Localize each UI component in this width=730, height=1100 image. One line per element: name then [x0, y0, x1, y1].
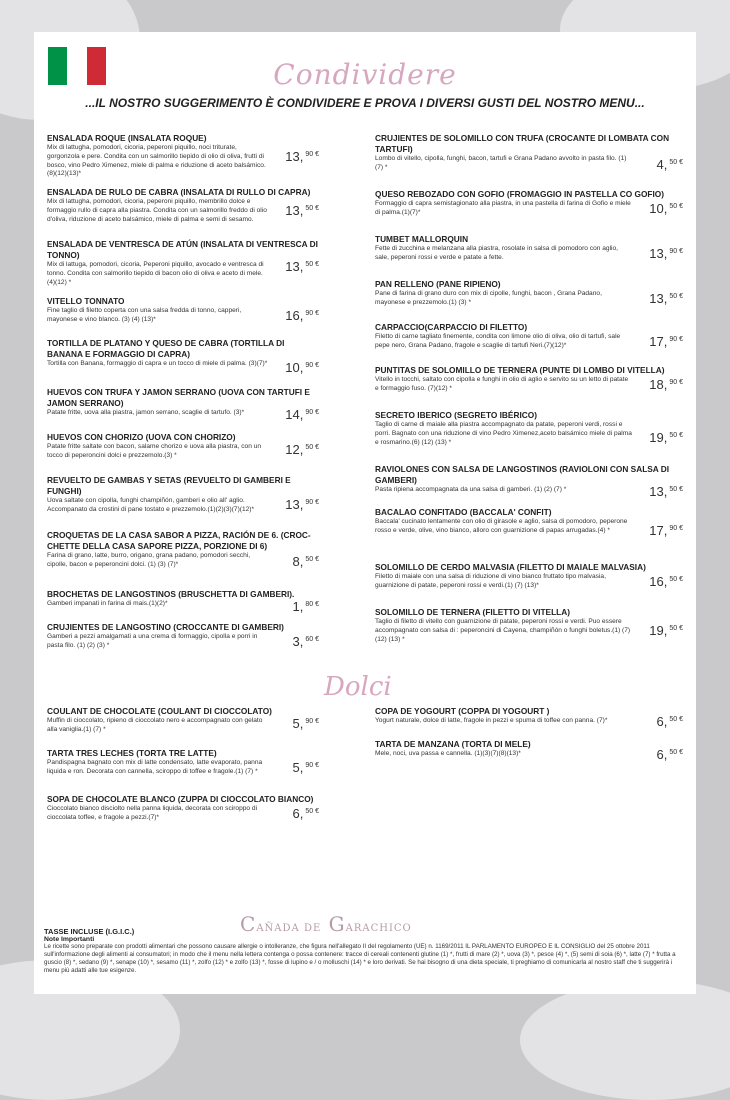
item-name: CRUJIENTES DE SOLOMILLO CON TRUFA (CROCANTE DI LOMBATA CON TARTUFI) [375, 133, 670, 154]
item-desc: Mix di lattugha, pomodori, cicoria, peperoni piquillo, noci triturate, gorgonzola e pere. Condita con un salmorillo tiepido di olio di oliva, frutti di bosco, vino Pedro Ximenez, miele di palma e riduzione di aceto balsámico. (8)(12)(13)* [47, 144, 266, 178]
item-desc: Patate fritte, uova alla piastra, jamon serrano, scaglie di tartufo. (3)* [47, 409, 245, 416]
item-price: 6, $^{50 €}$ [292, 806, 319, 821]
item-name: ENSALADA ROQUE (INSALATA ROQUE) [47, 133, 207, 143]
item-desc: Uova saltate con cipolla, funghi champiñón, gamberi e olio all' aglio. Accompanato da crostini di pane tostato e prezzemolo.(1)(2)(3)(7)(12)* [47, 497, 255, 513]
item-desc: Taglio di filetto di vitello con guarnizione di patate, peperoni rossi e verdi. Puo essere accompagnato con salsa di : peperoncini di Cayena, champiñón o funghi boletus.(1) (7) (12) (13) * [375, 618, 631, 643]
item-price: 16, $^{50 €}$ [649, 574, 683, 589]
item-name: RAVIOLONES CON SALSA DE LANGOSTINOS (RAVIOLONI CON SALSA DI GAMBERI) [375, 464, 670, 485]
item-price: 13, $^{50 €}$ [649, 291, 683, 306]
item-price: 18, $^{90 €}$ [649, 377, 683, 392]
background-swirl [520, 980, 730, 1100]
item-desc: Filetto di maiale con una salsa di riduzione di vino bianco fruttato tipo malvasia, guarnizione di patate, peperoni rossi e verdi.(1) (7) (13)* [375, 573, 606, 589]
item-desc: Gamberi a pezzi amalgamati a una crema di formaggio, cipolla e porri in pasta filo. (1) (2) (3) * [47, 633, 258, 649]
section-title-dolci: Dolci [324, 672, 392, 702]
item-name: ENSALADA DE VENTRESCA DE ATÚN (INSALATA DI VENTRESCA DI TONNO) [47, 239, 318, 260]
item-name: HUEVOS CON CHORIZO (UOVA CON CHORIZO) [47, 432, 236, 442]
item-name: SOPA DE CHOCOLATE BLANCO (ZUPPA DI CIOCCOLATO BIANCO) [47, 794, 314, 804]
right-column [375, 133, 683, 673]
item-name: SECRETO IBERICO (SEGRETO IBÉRICO) [375, 410, 537, 420]
item-name: PUNTITAS DE SOLOMILLO DE TERNERA (PUNTE DI LOMBO DI VITELLA) [375, 365, 665, 375]
item-desc: Pasta ripiena accompagnata da una salsa di gamberi. (1) (2) (7) * [375, 486, 567, 493]
item-price: 16, $^{90 €}$ [285, 308, 319, 323]
item-price: 13, $^{90 €}$ [285, 149, 319, 164]
item-name: PAN RELLENO (PANE RIPIENO) [375, 279, 501, 289]
item-desc: Mix di lattugha, pomodori, cicoria, peperoni piquillo, membrillo dolce e formaggio rullo di capra alla piastra. Condita con un salmorillo freddo di olio d'oliva, riduzione di aceto balsámico, miele di palma e semi di sesamo. [47, 198, 267, 223]
item-price: 17, $^{90 €}$ [649, 523, 683, 538]
tagline: ...IL NOSTRO SUGGERIMENTO È CONDIVIDERE E PROVA I DIVERSI GUSTI DEL NOSTRO MENU... [85, 96, 645, 110]
menu-item [47, 387, 319, 422]
item-desc: Yogurt naturale, dolce di latte, fragole in pezzi e spuma di toffee con panna. (7)* [375, 717, 608, 724]
item-name: CROQUETAS DE LA CASA SABOR A PIZZA, RACIÓN DE 6. (CROC-CHETTE DELLA CASA SAPORE PIZZA, PORZIONE DI 6) [47, 530, 311, 551]
item-price: 4, $^{50 €}$ [656, 157, 683, 172]
footer-notes [44, 927, 684, 975]
item-desc: Patate fritte saltate con bacon, salame chorizo e uova alla piastra, con un tocco di peperoncini dolci e prezzemolo.(3) * [47, 443, 262, 459]
menu-item [47, 133, 319, 179]
menu-item [375, 562, 683, 591]
menu-item [375, 133, 683, 173]
item-name: REVUELTO DE GAMBAS Y SETAS (REVUELTO DI GAMBERI E FUNGHI) [47, 475, 291, 496]
item-name: QUESO REBOZADO CON GOFIO (FROMAGGIO IN PASTELLA CO GOFIO) [375, 189, 665, 199]
item-price: 17, $^{90 €}$ [649, 334, 683, 349]
item-name: BACALAO CONFITADO (BACCALA' CONFIT) [375, 507, 552, 517]
item-price: 6, $^{50 €}$ [656, 747, 683, 762]
menu-item [375, 464, 683, 499]
item-desc: Baccala' cucinato lentamente con olio di girasole e aglio, salsa di pomodoro, peperone rosso e verde, olive, vino bianco, alloro con guarnizione di papas arrugadas.(4) * [375, 518, 628, 534]
menu-item [47, 589, 319, 614]
item-desc: Lombo di vitello, cipolla, funghi, bacon, tartufi e Grana Padano avvolto in pasta filo. (1) (7) * [375, 155, 627, 171]
allergen-notes: Le ricette sono preparate con prodotti alimentari che possono causare allergie o intolleranze, che figura nell'allegato II del regolamento (UE) n. 1169/2011 IL PARLAMENTO EUROPEO E IL CONSIGLIO del 25 ottobre 2011 sull'informazione degli alimenti ai consumatori; in modo che il menu nella lettera contenga o possa contenere: tracce di cereali contenenti glutine (1) *, frutti di mare (2) *, uova (3) *, pesce (4) *, (5) semi di soia (6) *, latte (7) * frutta a guscio (8) *, sedano (9) *, senape (10) *, sesamo (11) *, zolfo (12) * e zolfo (13) *, fosse di lupino e / o molluschi (14) * e loro derivati. Se hai bisogno di una dieta speciale, ti preghiamo di comunicarla al nostro staff che ti suggerirà i menu più adatti alle tue esigenze. [44, 943, 676, 974]
item-name: COULANT DE CHOCOLATE (COULANT DI CIOCCOLATO) [47, 706, 272, 716]
menu-item [47, 296, 319, 325]
item-desc: Muffin di cioccolato, ripieno di cioccolato nero e accompagnato con gelato alla vaniglia.(1) (7) * [47, 717, 263, 733]
menu-item [47, 475, 319, 515]
item-desc: Gamberi impanati in farina di mais.(1)(2)* [47, 600, 168, 607]
item-name: SOLOMILLO DE TERNERA (FILETTO DI VITELLA) [375, 607, 570, 617]
menu-item [375, 607, 683, 644]
item-price: 5, $^{90 €}$ [292, 760, 319, 775]
item-name: TUMBET MALLORQUIN [375, 234, 469, 244]
menu-item [47, 748, 319, 777]
item-desc: Farina di grano, latte, burro, origano, grana padano, pomodori secchi, cipolle, bacon e peperoncini dolci. (1) (3) (7)* [47, 552, 251, 568]
item-name: ENSALADA DE RULO DE CABRA (INSALATA DI RULLO DI CAPRA) [47, 187, 311, 197]
item-price: 10, $^{90 €}$ [285, 360, 319, 375]
menu-item [375, 279, 683, 308]
left-column [47, 133, 319, 673]
item-price: 10, $^{50 €}$ [649, 201, 683, 216]
notes-title: Note Importanti [44, 936, 95, 943]
item-desc: Taglio di carne di maiale alla piastra accompagnato da patate, peperoni verdi, rossi e porri. Bagnato con una riduzione di vino Pedro Ximenez,aceto balsámico miele di palma e rosmarino.(6) (12) (13) * [375, 421, 632, 446]
item-desc: Pane di farina di grano duro con mix di cipolle, funghi, bacon , Grana Padano, mayonese e prezzemolo.(1) (3) * [375, 290, 602, 306]
item-name: TORTILLA DE PLATANO Y QUESO DE CABRA (TORTILLA DI BANANA E FORMAGGIO DI CAPRA) [47, 338, 285, 359]
menu-item [375, 365, 683, 394]
item-name: TARTA TRES LECHES (TORTA TRE LATTE) [47, 748, 217, 758]
menu-item [47, 530, 319, 570]
section-title-condividere: Condividere [273, 58, 457, 91]
menu-item [375, 322, 683, 351]
item-name: CRUJIENTES DE LANGOSTINO (CROCCANTE DI GAMBERI) [47, 622, 284, 632]
item-price: 19, $^{50 €}$ [649, 430, 683, 445]
item-price: 12, $^{50 €}$ [285, 442, 319, 457]
menu-item [47, 706, 319, 735]
item-name: CARPACCIO(CARPACCIO DI FILETTO) [375, 322, 528, 332]
item-price: 6, $^{50 €}$ [656, 714, 683, 729]
item-name: BROCHETAS DE LANGOSTINOS (BRUSCHETTA DI GAMBERI). [47, 589, 295, 599]
menu-item [47, 432, 319, 461]
menu-item [47, 338, 319, 375]
item-price: 13, $^{90 €}$ [649, 246, 683, 261]
item-price: 8, $^{50 €}$ [292, 554, 319, 569]
item-price: 5, $^{90 €}$ [292, 716, 319, 731]
menu-item [375, 234, 683, 263]
item-price: 14, $^{90 €}$ [285, 407, 319, 422]
item-desc: Filetto di carne tagliato finemente, condita con limone olio di oliva, olio di tartufi, sale pepe nero, Grana Padano, fragole e scaglie di tartufi Neri.(7)(12)* [375, 333, 621, 349]
item-desc: Fette di zucchina e melanzana alla piastra, rosolate in salsa di pomodoro con aglio, sale, peperoni rossi e verde e patate a fette. [375, 245, 619, 261]
item-price: 13, $^{50 €}$ [649, 484, 683, 499]
item-desc: Pandispagna bagnato con mix di latte condensato, latte evaporato, panna liquida e ron. Decorata con cannella, sciroppo di toffee e fragole.(1) (7) * [47, 759, 263, 775]
restaurant-logo: CAÑADA DE GARACHICO [240, 912, 412, 936]
item-price: 19, $^{50 €}$ [649, 623, 683, 638]
item-price: 13, $^{50 €}$ [285, 259, 319, 274]
item-desc: Cioccolato bianco disciolto nella panna liquida, decorata con sciroppo di cioccolata toffee, e fragole a pezzi.(7)* [47, 805, 258, 821]
item-desc: Mix di lattuga, pomodori, cicoria, Peperoni piquillo, avocado e ventresca di tonno. Condita con salmorillo tiepido di bacon olio di oliva e aceto di mele. (4)(12) * [47, 261, 264, 286]
item-name: HUEVOS CON TRUFA Y JAMON SERRANO (UOVA CON TARTUFI E JAMON SERRANO) [47, 387, 310, 408]
menu-item [47, 794, 319, 823]
menu-item [47, 239, 319, 287]
item-price: 1, $^{80 €}$ [292, 599, 319, 614]
dolci-left-column [47, 706, 319, 836]
item-name: SOLOMILLO DE CERDO MALVASIA (FILETTO DI MAIALE MALVASIA) [375, 562, 646, 572]
menu-item [47, 187, 319, 224]
item-price: 13, $^{90 €}$ [285, 497, 319, 512]
menu-item [375, 189, 683, 218]
menu-page [34, 32, 696, 994]
item-name: COPA DE YOGOURT (COPPA DI YOGOURT ) [375, 706, 550, 716]
item-price: 3, $^{60 €}$ [292, 634, 319, 649]
item-name: VITELLO TONNATO [47, 296, 125, 306]
tax-note: TASSE INCLUSE (I.G.I.C.) [44, 927, 135, 936]
item-desc: Vitello in tocchi, saltato con cipolla e funghi in olio di aglio e servito su un letto di patate e formaggio fuso. (7)(12) * [375, 376, 629, 392]
menu-item [47, 622, 319, 651]
item-desc: Fine taglio di filetto coperta con una salsa fredda di tonno, capperi, mayonese e vino blanco. (3) (4) (13)* [47, 307, 242, 323]
menu-item [375, 410, 683, 447]
item-price: 13, $^{50 €}$ [285, 203, 319, 218]
menu-item [375, 507, 683, 536]
menu-item [375, 739, 683, 762]
menu-item [375, 706, 683, 729]
dolci-right-column [375, 706, 683, 786]
item-name: TARTA DE MANZANA (TORTA DI MELE) [375, 739, 531, 749]
item-desc: Formaggio di capra semistagionato alla piastra, in una pastella di farina di Gofio e miele di palma.(1)(7)* [375, 200, 631, 216]
item-desc: Mele, noci, uva passa e cannella. (1)(3)(7)(8)(13)* [375, 750, 521, 757]
item-desc: Tortilla con Banana, formaggio di capra e un tocco di miele di palma. (3)(7)* [47, 360, 268, 367]
